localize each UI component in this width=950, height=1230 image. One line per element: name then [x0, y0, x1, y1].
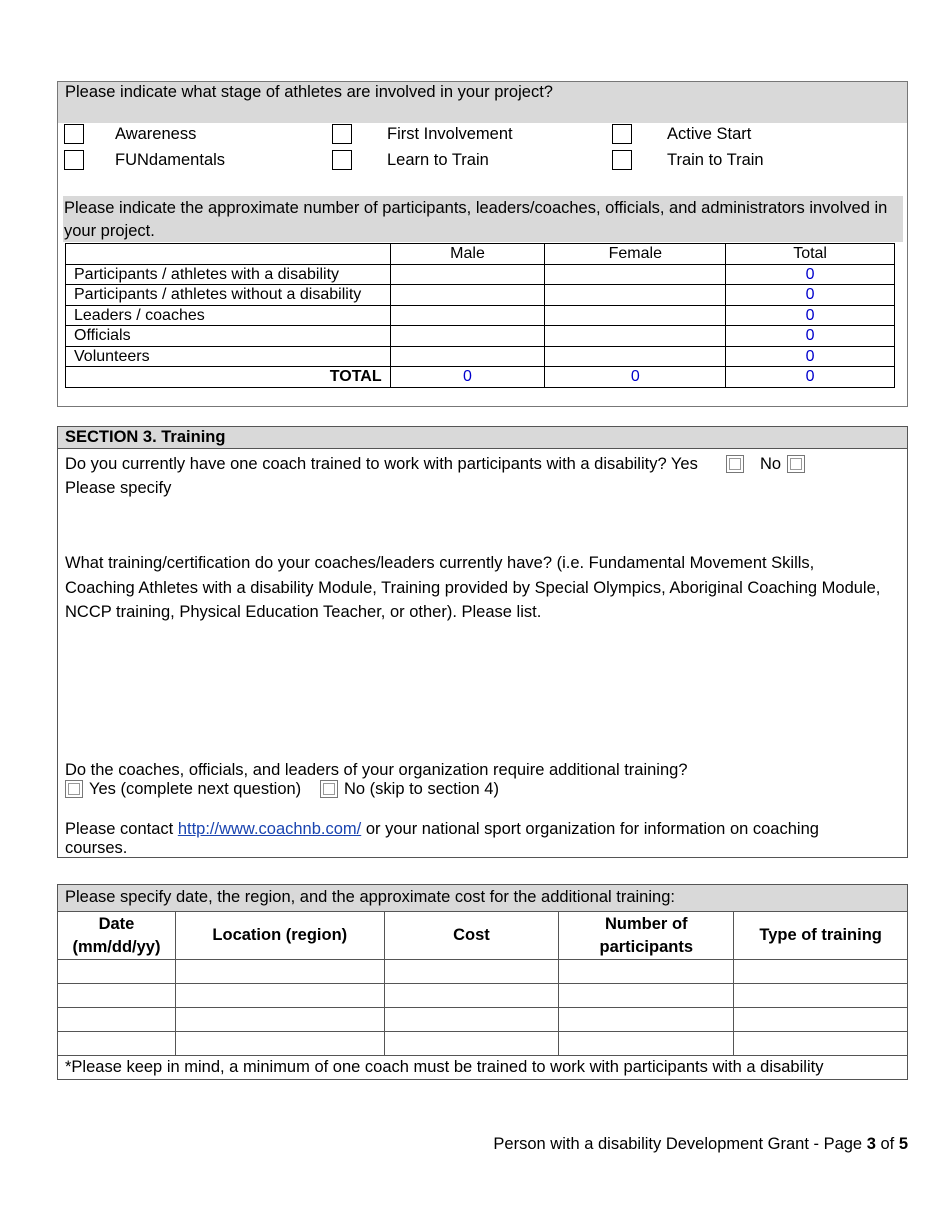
header-cell: [66, 244, 391, 265]
stage-label-first-involvement: First Involvement: [387, 125, 513, 143]
table-row: [58, 984, 908, 1008]
table-row: [66, 326, 895, 347]
footer-of: of: [875, 1135, 899, 1153]
header-date: Date (mm/dd/yy): [58, 912, 176, 960]
participants-table: [65, 243, 895, 388]
participants-cell[interactable]: [559, 960, 734, 984]
header-male: Male: [390, 244, 545, 265]
stage-label-train-to-train: Train to Train: [667, 151, 764, 169]
table-row: [58, 1008, 908, 1032]
coachnb-link[interactable]: http://www.coachnb.com/: [177, 820, 362, 838]
female-input[interactable]: [545, 326, 726, 347]
training-no-label: No (skip to section 4): [344, 780, 499, 798]
current-page: 3: [866, 1135, 876, 1153]
table-row: [66, 305, 895, 326]
date-cell[interactable]: [58, 960, 176, 984]
cost-cell[interactable]: [384, 984, 559, 1008]
checkbox-coach-yes[interactable]: [726, 455, 744, 473]
footnote-row: [58, 1056, 908, 1080]
checkbox-learn-to-train[interactable]: [332, 150, 352, 170]
type-cell[interactable]: [734, 1032, 908, 1056]
checkbox-first-involvement[interactable]: [332, 124, 352, 144]
checkbox-train-to-train[interactable]: [612, 150, 632, 170]
total-pages: 5: [898, 1135, 908, 1153]
male-input[interactable]: [390, 326, 545, 347]
type-cell[interactable]: [734, 960, 908, 984]
stage-question: Please indicate what stage of athletes are involved in your project?: [65, 83, 553, 101]
stage-label-fundamentals: FUNdamentals: [115, 151, 226, 169]
coach-no-label: No: [760, 455, 782, 473]
male-input[interactable]: [390, 264, 545, 285]
female-input[interactable]: [545, 285, 726, 306]
table-row: [66, 285, 895, 306]
grand-total: 0: [726, 367, 895, 388]
table-row: [58, 960, 908, 984]
row-label: Volunteers: [66, 346, 391, 367]
total-female: 0: [545, 367, 726, 388]
checkbox-training-yes[interactable]: [65, 780, 83, 798]
male-input[interactable]: [390, 285, 545, 306]
date-cell[interactable]: [58, 1032, 176, 1056]
table-row: [66, 264, 895, 285]
male-input[interactable]: [390, 305, 545, 326]
contact-suffix: or your national sport organization for information on coaching courses.: [65, 820, 819, 857]
table-row: [58, 1032, 908, 1056]
cost-cell[interactable]: [384, 1008, 559, 1032]
date-cell[interactable]: [58, 984, 176, 1008]
training-footnote: *Please keep in mind, a minimum of one coach must be trained to work with participants with a disability: [58, 1056, 908, 1080]
checkbox-training-no[interactable]: [320, 780, 338, 798]
table-header-row: [66, 244, 895, 265]
table-total-row: [66, 367, 895, 388]
row-label: Participants / athletes without a disability: [66, 285, 391, 306]
cost-cell[interactable]: [384, 960, 559, 984]
row-label: Participants / athletes with a disability: [66, 264, 391, 285]
header-location: Location (region): [175, 912, 384, 960]
date-cell[interactable]: [58, 1008, 176, 1032]
checkbox-fundamentals[interactable]: [64, 150, 84, 170]
stage-label-active-start: Active Start: [667, 125, 752, 143]
checkbox-coach-no[interactable]: [787, 455, 805, 473]
female-input[interactable]: [545, 346, 726, 367]
participants-cell[interactable]: [559, 1032, 734, 1056]
training-table-title: Please specify date, the region, and the approximate cost for the additional training:: [65, 888, 675, 906]
row-total: 0: [726, 305, 895, 326]
location-cell[interactable]: [175, 1008, 384, 1032]
row-total: 0: [726, 326, 895, 347]
stage-label-learn-to-train: Learn to Train: [387, 151, 489, 169]
header-type: Type of training: [734, 912, 908, 960]
checkbox-awareness[interactable]: [64, 124, 84, 144]
please-specify-label: Please specify: [65, 479, 172, 497]
row-label: Leaders / coaches: [66, 305, 391, 326]
checkbox-active-start[interactable]: [612, 124, 632, 144]
row-total: 0: [726, 264, 895, 285]
header-participants: Number of participants: [559, 912, 734, 960]
number-question: Please indicate the approximate number of participants, leaders/coaches, officials, and administrators involved in your project.: [64, 199, 888, 240]
table-row: [66, 346, 895, 367]
male-input[interactable]: [390, 346, 545, 367]
female-input[interactable]: [545, 305, 726, 326]
cost-cell[interactable]: [384, 1032, 559, 1056]
contact-prefix: Please contact: [65, 820, 178, 838]
header-total: Total: [726, 244, 895, 265]
contact-paragraph: [65, 820, 885, 858]
header-female: Female: [545, 244, 726, 265]
certification-question: What training/certification do your coaches/leaders currently have? (i.e. Fundamental Movement Skills, Coaching Athletes with a disability Module, Training provided by Special Olympics, Aboriginal Coaching Module, NCCP training, Physical Education Teacher, or other). Please list.: [65, 554, 881, 621]
additional-training-question: Do the coaches, officials, and leaders of your organization require additional training?: [65, 761, 688, 779]
training-header-row: [58, 912, 908, 960]
location-cell[interactable]: [175, 960, 384, 984]
type-cell[interactable]: [734, 1008, 908, 1032]
coach-trained-question: Do you currently have one coach trained to work with participants with a disability? Yes: [65, 455, 698, 473]
stage-label-awareness: Awareness: [115, 125, 197, 143]
row-total: 0: [726, 346, 895, 367]
location-cell[interactable]: [175, 1032, 384, 1056]
location-cell[interactable]: [175, 984, 384, 1008]
row-total: 0: [726, 285, 895, 306]
row-label: Officials: [66, 326, 391, 347]
participants-cell[interactable]: [559, 984, 734, 1008]
footer-prefix: Person with a disability Development Grant - Page: [493, 1135, 867, 1153]
section3-title: SECTION 3. Training: [65, 428, 226, 446]
page-footer: [493, 1135, 908, 1154]
participants-cell[interactable]: [559, 1008, 734, 1032]
total-label: TOTAL: [66, 367, 391, 388]
female-input[interactable]: [545, 264, 726, 285]
header-cost: Cost: [384, 912, 559, 960]
training-table: [57, 911, 908, 1080]
total-male: 0: [390, 367, 545, 388]
training-yes-label: Yes (complete next question): [89, 780, 302, 798]
type-cell[interactable]: [734, 984, 908, 1008]
